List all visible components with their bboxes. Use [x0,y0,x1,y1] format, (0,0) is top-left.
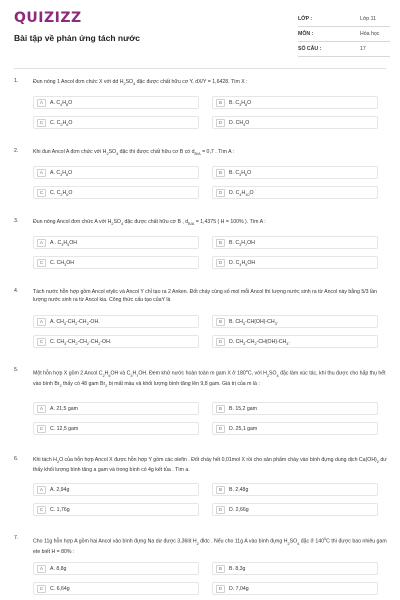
answer-option-d[interactable] [212,335,378,348]
option-text: B. 8,3g [229,565,246,572]
option-text: C. 1,76g [50,506,70,513]
option-text: D. $C_4H_{10}O$ [229,190,254,198]
question-text: Một hỗn hợp X gồm 2 Ancol $C_2H_5OH$ và $C_3H_7OH$. Đem khử nước hoàn toàn m gam X ở 180$^o$C, với $H_2SO_4$ đặc làm xúc tác, khí thu được cho hấp thụ hết vào bình $Br_2$ thấy có 48 gam $Br_2$ bị mất màu và khối lượng bình tăng lên 9,8 gam. Giá trị của m là : [33,369,386,389]
answer-option-a[interactable] [33,483,199,496]
answer-option-a[interactable] [33,562,199,575]
question-2 [0,148,400,210]
option-letter-badge: C [37,259,46,267]
option-letter-badge: D [216,189,225,197]
answer-option-b[interactable] [212,166,378,179]
option-letter-badge: A [37,486,46,494]
option-letter-badge: C [37,425,46,433]
option-text: A. 21,5 gam [50,406,78,413]
option-letter-badge: C [37,585,46,593]
option-text: D. $CH_4O$ [229,120,250,128]
meta-value: Lớp 11 [360,16,376,22]
option-text: D. $C_4H_9OH$ [229,260,256,268]
answer-option-b[interactable] [212,483,378,496]
option-letter-badge: A [37,405,46,413]
answer-option-b[interactable] [212,562,378,575]
option-letter-badge: D [216,585,225,593]
option-letter-badge: D [216,338,225,346]
page-header [0,0,400,68]
option-text: C. $CH_3-CH_2-CH_2-CH_2-OH$. [50,338,112,346]
answer-option-a[interactable] [33,315,199,328]
question-text: Đun nóng 1 Ancol đơn chức X với dd $H_2SO_4$ đặc được chất hữu cơ Y, dX/Y = 1,6428. Tìm X : [33,79,248,87]
meta-value: 17 [360,46,366,52]
option-letter-badge: B [216,318,225,326]
option-text: D. 25,1 gam [229,426,258,433]
option-text: A. 2,94g [50,486,70,493]
option-text: B. $C_3H_7OH$ [229,240,255,248]
question-text: Tách nước hỗn hợp gồm Ancol etylic và Ancol Y chỉ tạo ra 2 Anken. Đốt cháy cùng số mol mỗi Ancol thì lượng nước sinh ra từ Ancol này bằng 5/3 lần lượng nước sinh ra từ Ancol kia. Công thức cấu tạo củaY là [33,289,377,304]
answer-option-c[interactable] [33,116,199,129]
option-letter-badge: C [37,338,46,346]
answer-option-d[interactable] [212,582,378,595]
answer-option-c[interactable] [33,186,199,199]
option-text: B. 2,48g [229,486,249,493]
answer-option-c[interactable] [33,503,199,516]
option-text: A . $C_3H_5OH$ [50,240,78,248]
option-text: B. $C_3H_6O$ [229,170,252,178]
option-text: D. 2,66g [229,506,249,513]
answer-option-d[interactable] [212,116,378,129]
meta-key: MÔN : [298,31,314,37]
option-letter-badge: C [37,189,46,197]
answer-option-c[interactable] [33,582,199,595]
question-3 [0,218,400,280]
question-5 [0,367,400,433]
question-4 [0,288,400,350]
option-letter-badge: D [216,119,225,127]
answer-option-b[interactable] [212,96,378,109]
answer-option-c[interactable] [33,422,199,435]
option-letter-badge: B [216,405,225,413]
answer-option-d[interactable] [212,503,378,516]
option-letter-badge: D [216,259,225,267]
meta-value: Hóa học [360,31,380,37]
option-letter-badge: B [216,99,225,107]
meta-row-subject [298,27,390,42]
answer-option-d[interactable] [212,256,378,269]
option-text: B. $C_3H_8O$ [229,100,252,108]
option-letter-badge: D [216,425,225,433]
question-number: 5. [14,367,19,373]
option-text: B. 15,2 gam [229,406,257,413]
header-divider [14,68,386,69]
answer-option-b[interactable] [212,236,378,249]
quizizz-logo: QUIZIZZ [14,10,82,26]
question-text: Khi đun Ancol A đơn chức với $H_2SO_4$ đặc thì được chất hữu cơ B có $d_{B/A} = 0,7$ . Tìm A : [33,149,235,157]
answer-option-a[interactable] [33,402,199,415]
page-title: Bài tập về phản ứng tách nước [14,33,141,43]
option-letter-badge: B [216,565,225,573]
question-number: 4. [14,288,19,294]
meta-row-grade [298,12,390,27]
option-text: C. 6,64g [50,585,70,592]
option-letter-badge: A [37,99,46,107]
question-6 [0,456,400,518]
meta-key: LỚP : [298,16,313,22]
option-letter-badge: B [216,169,225,177]
answer-option-a[interactable] [33,96,199,109]
option-letter-badge: A [37,169,46,177]
answer-option-a[interactable] [33,166,199,179]
option-text: C. $CH_3OH$ [50,260,75,268]
option-letter-badge: D [216,506,225,514]
answer-option-d[interactable] [212,186,378,199]
option-text: A. 8,8g [50,565,67,572]
question-text: Cho 11g hỗn hợp A gồm hai Ancol vào bình đựng Na dư được 3,36lít $H_2$ đktc . Nếu cho 11g A vào bình đựng $H_2SO_4$ đặc ở $140^0C$ thì được bao nhiêu gam ete biết H = 80% : [33,537,387,556]
answer-option-a[interactable] [33,236,199,249]
option-letter-badge: A [37,239,46,247]
option-text: C. 12,5 gam [50,426,79,433]
question-number: 2. [14,148,19,154]
answer-option-c[interactable] [33,335,199,348]
option-text: D. $CH_3-CH_2-CH(OH)-CH_3$. [229,338,290,346]
option-text: D. 7,04g [229,585,249,592]
option-letter-badge: C [37,506,46,514]
question-text: Đun nóng Ancol đơn chức A với $H_2SO_4$ đặc được chất hữu cơ B , $d_{B/A} = 1,4375$ ( H = 100% ). Tìm A : [33,219,266,227]
option-text: B. $CH_3-CH(OH)-CH_3$. [229,318,279,326]
question-number: 1. [14,78,19,84]
answer-option-b[interactable] [212,315,378,328]
question-text: Khi tách $H_2O$ của hỗn hợp Ancol X được hỗn hợp Y gồm các olefin . Đốt cháy hết 0,01mol X rồi cho sản phẩm cháy vào bình đựng dung dịch $Ca(OH)_2$ dư thấy khối lượng bình tăng a gam và trong bình có 4g kết tủa . Tìm a. [33,457,387,474]
option-letter-badge: B [216,486,225,494]
meta-row-question-count [298,42,390,57]
option-text: A. $CH_3-CH_2-CH_2-OH$. [50,318,100,326]
option-text: A. $C_4H_8O$ [50,100,73,108]
answer-option-c[interactable] [33,256,199,269]
question-7 [0,535,400,597]
option-text: C. $C_2H_6O$ [50,190,73,198]
question-number: 3. [14,218,19,224]
option-letter-badge: B [216,239,225,247]
question-number: 7. [14,535,19,541]
option-letter-badge: A [37,565,46,573]
question-number: 6. [14,456,19,462]
answer-option-b[interactable] [212,402,378,415]
answer-option-d[interactable] [212,422,378,435]
meta-key: SỐ CÂU : [298,46,322,52]
option-text: C. $C_2H_6O$ [50,120,73,128]
option-text: A. $C_3H_8O$ [50,170,73,178]
option-letter-badge: C [37,119,46,127]
question-1 [0,78,400,140]
option-letter-badge: A [37,318,46,326]
